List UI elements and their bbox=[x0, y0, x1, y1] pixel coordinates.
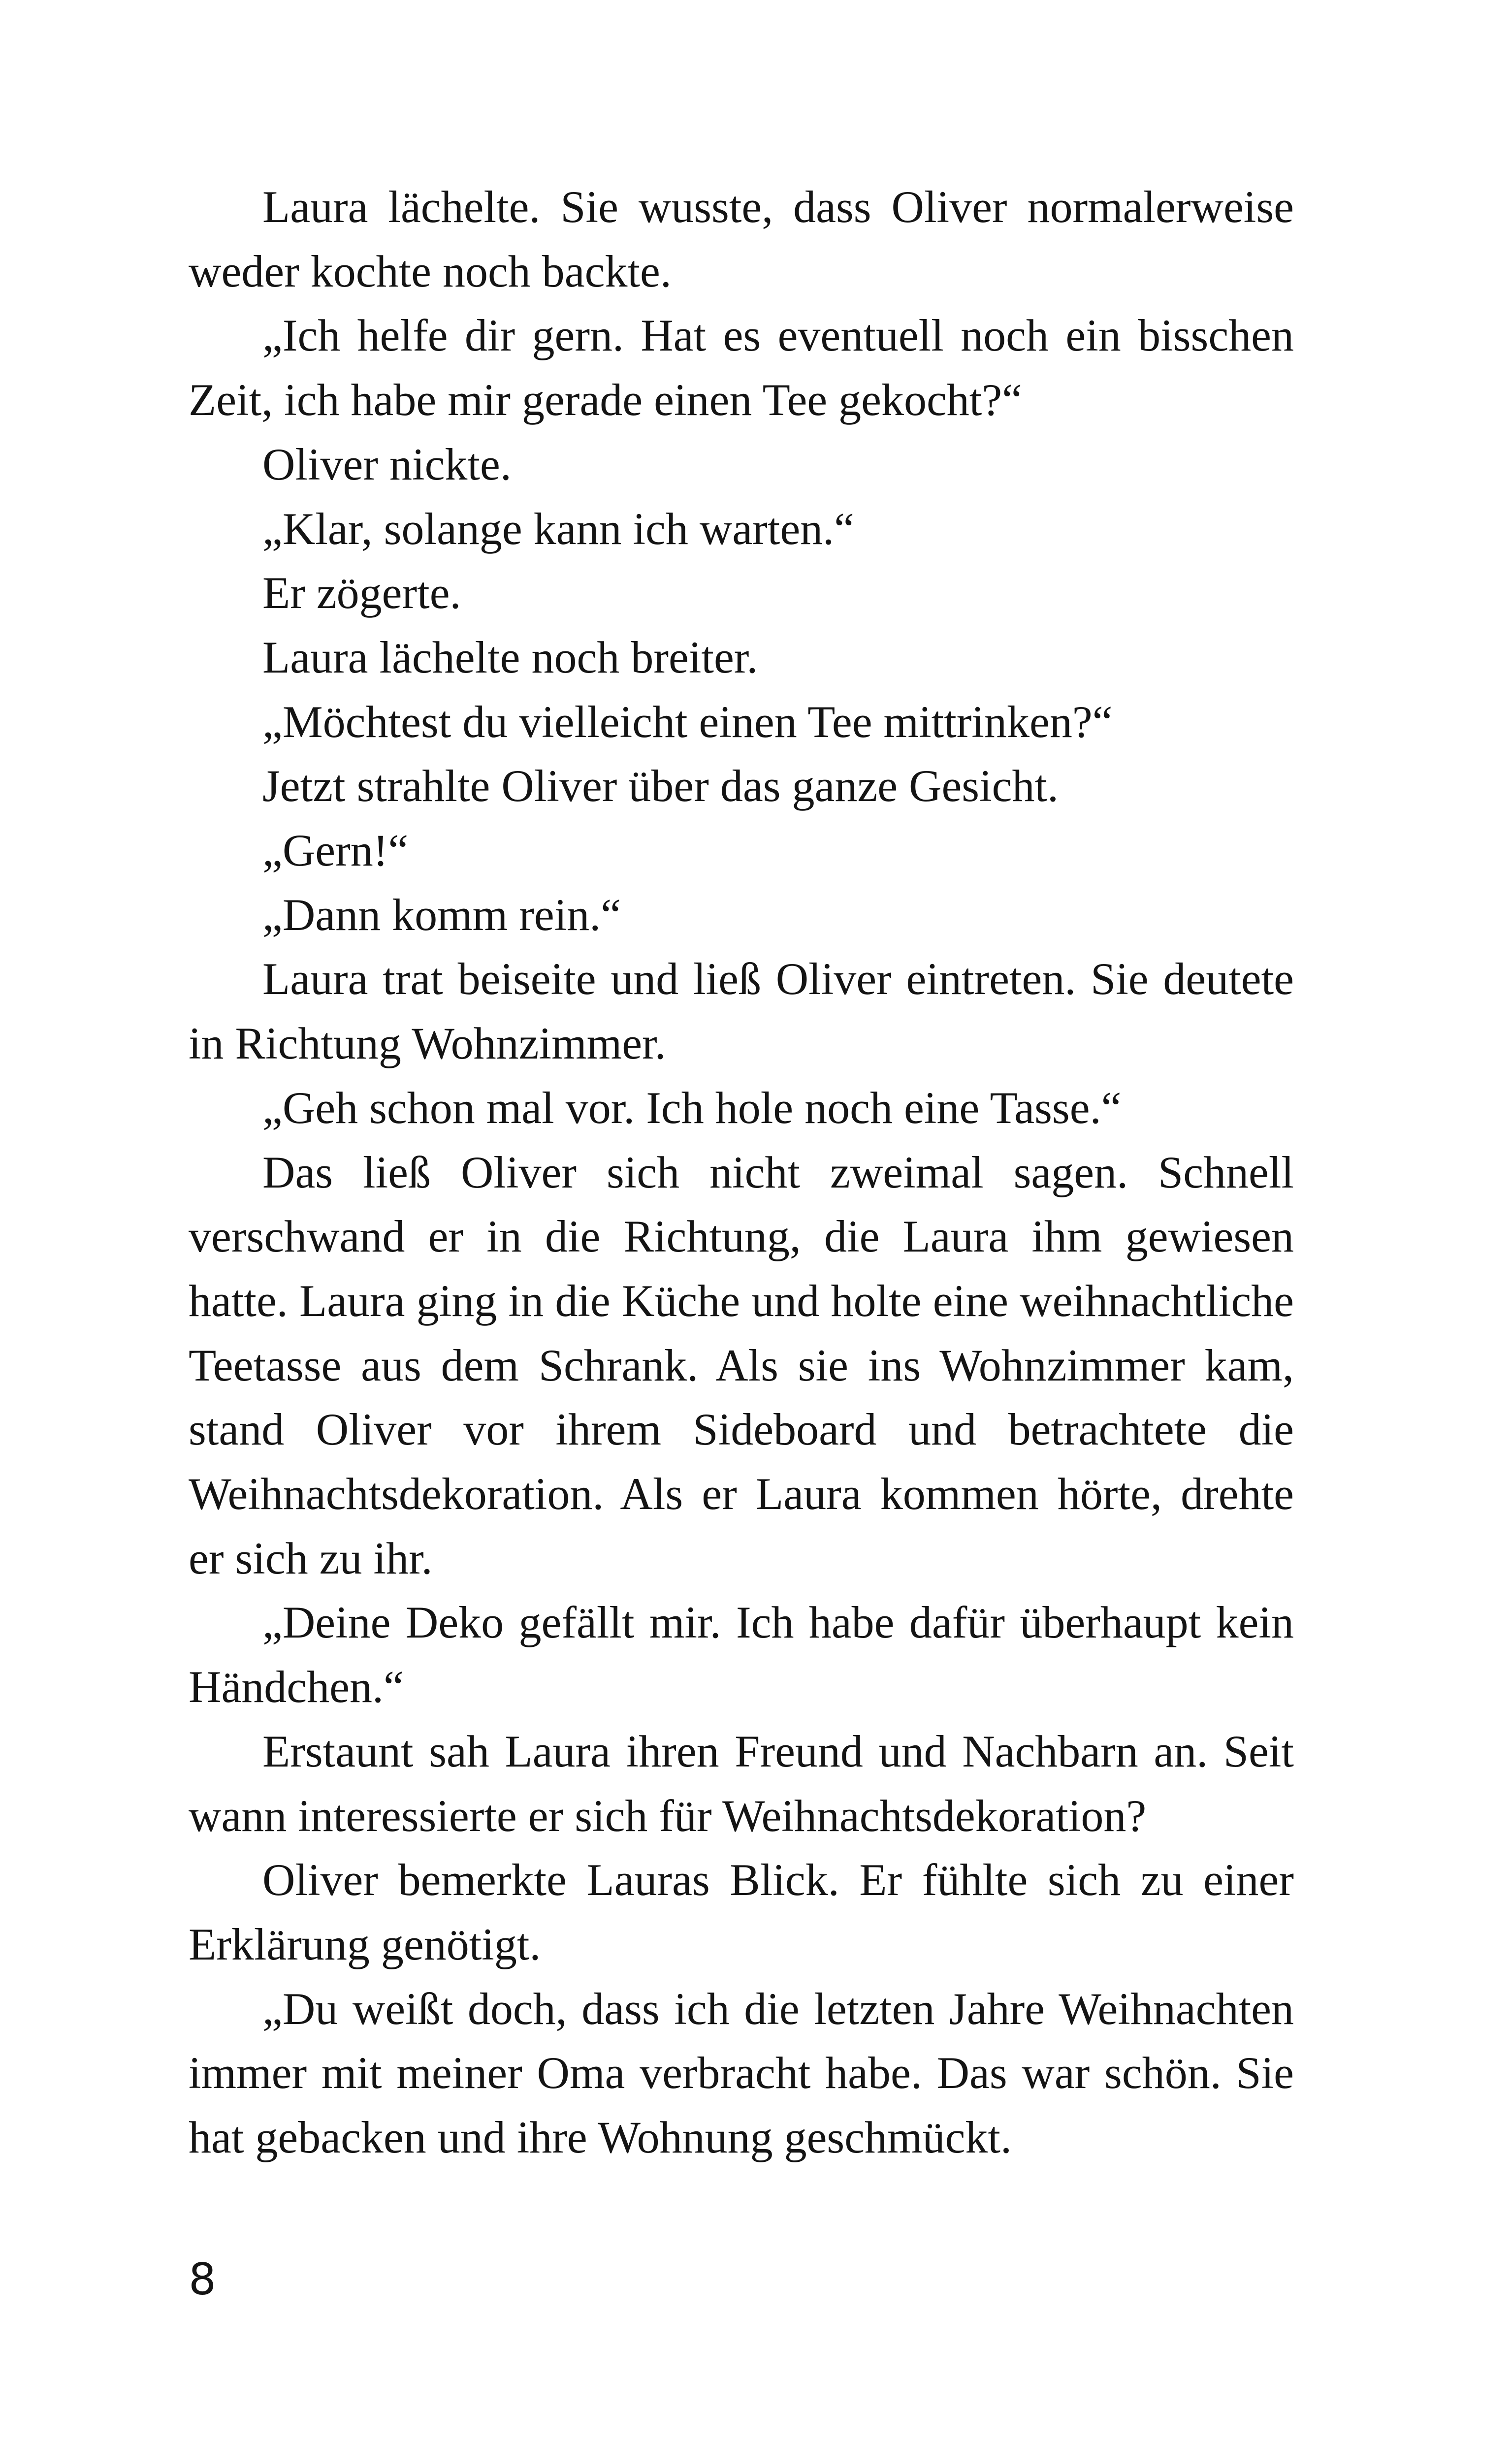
paragraph: Jetzt strahlte Oliver über das ganze Gesicht. bbox=[262, 761, 1059, 811]
paragraph: „Dann komm rein.“ bbox=[262, 889, 621, 940]
paragraph: „Gern!“ bbox=[262, 825, 409, 876]
paragraph: „Klar, solange kann ich warten.“ bbox=[262, 503, 855, 554]
paragraph: Er zögerte. bbox=[262, 568, 461, 618]
paragraph: „Möchtest du vielleicht einen Tee mittrinken?“ bbox=[262, 696, 1113, 747]
paragraph: Laura trat beiseite und ließ Oliver eintreten. Sie deutete in Richtung Wohnzimmer. bbox=[189, 954, 1294, 1069]
paragraph: Oliver nickte. bbox=[262, 439, 512, 489]
paragraph: „Ich helfe dir gern. Hat es eventuell noch ein bisschen Zeit, ich habe mir gerade einen Tee gekocht?“ bbox=[189, 310, 1294, 425]
paragraph: Laura lächelte. Sie wusste, dass Oliver normalerweise weder kochte noch backte. bbox=[189, 182, 1294, 296]
paragraph: „Deine Deko gefällt mir. Ich habe dafür überhaupt kein Händchen.“ bbox=[189, 1597, 1294, 1712]
paragraph: Laura lächelte noch breiter. bbox=[262, 632, 758, 682]
paragraph: „Du weißt doch, dass ich die letzten Jahre Weihnachten immer mit meiner Oma verbracht habe. Das war schön. Sie hat gebacken und ihre Wohnung geschmückt. bbox=[189, 1983, 1294, 2163]
page-number: 8 bbox=[189, 2254, 216, 2305]
paragraph: „Geh schon mal vor. Ich hole noch eine Tasse.“ bbox=[262, 1082, 1122, 1133]
body-text bbox=[189, 175, 1294, 2170]
paragraph: Das ließ Oliver sich nicht zweimal sagen. Schnell verschwand er in die Richtung, die Laura ihm gewiesen hatte. Laura ging in die Küche und holte eine weihnachtliche Teetasse aus dem Schrank. Als sie ins Wohnzimmer kam, stand Oliver vor ihrem Sideboard und betrachtete die Weihnachtsdekoration. Als er Laura kommen hörte, drehte er sich zu ihr. bbox=[189, 1147, 1294, 1583]
paragraph: Erstaunt sah Laura ihren Freund und Nachbarn an. Seit wann interessierte er sich für Weihnachtsdekoration? bbox=[189, 1726, 1294, 1841]
paragraph: Oliver bemerkte Lauras Blick. Er fühlte sich zu einer Erklärung genötigt. bbox=[189, 1855, 1294, 1969]
